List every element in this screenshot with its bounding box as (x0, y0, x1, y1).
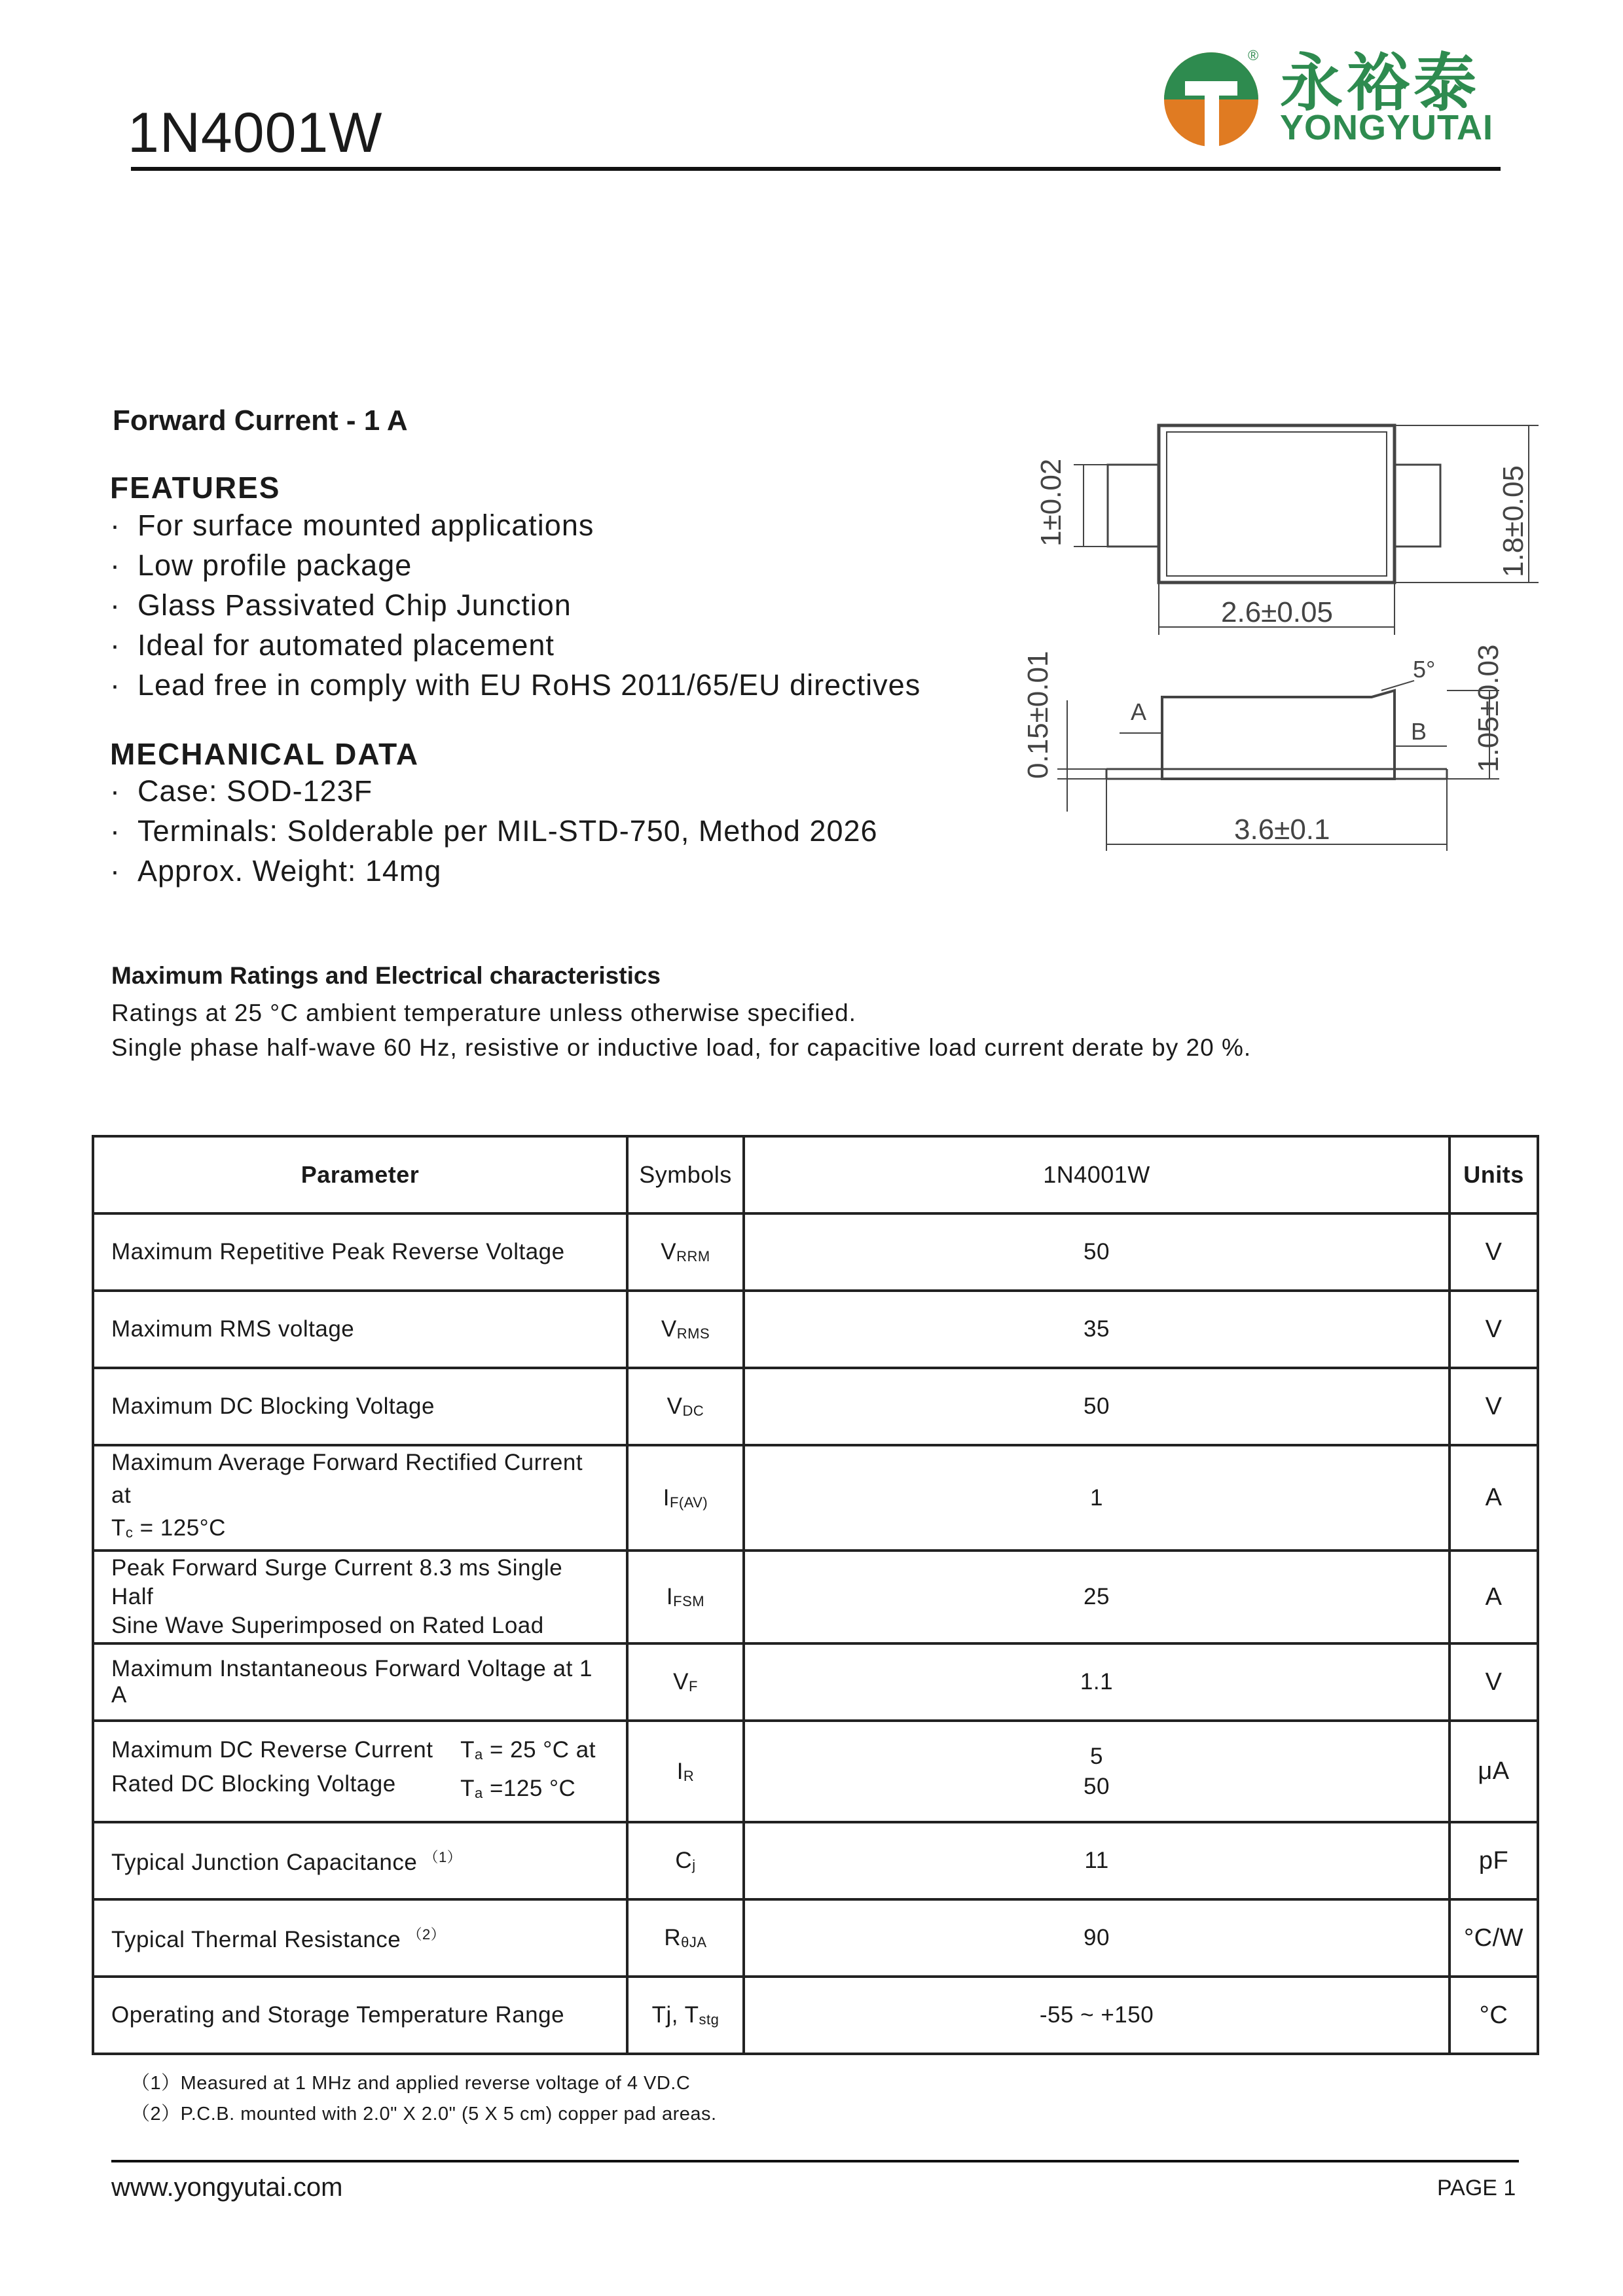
dim-lead-height: 1±0.02 (1035, 458, 1067, 547)
symbol-cell: $C_j$ (627, 1822, 744, 1899)
param-cell: Maximum Average Forward Rectified Current at $T_c = 125^\circ C$ (93, 1445, 627, 1551)
list-item: · Lead free in comply with EU RoHS 2011/65/EU directives (110, 668, 921, 702)
registered-mark: ® (1248, 47, 1259, 63)
table-header-row (93, 1136, 1538, 1213)
table-row (93, 1977, 1538, 2054)
param-cell: Maximum DC Reverse Current Rated DC Blocking Voltage $T_a = 25$ °C at $T_a =125$ °C (93, 1721, 627, 1822)
label-b: B (1411, 718, 1427, 745)
symbol-cell: $R_{\theta JA}$ (627, 1899, 744, 1977)
table-row (93, 1822, 1538, 1899)
dim-body-height: 1.8±0.05 (1497, 465, 1529, 577)
value-cell: 1 (744, 1445, 1450, 1551)
symbol-cell: $V_{RRM}$ (627, 1213, 744, 1291)
ratings-table (92, 1135, 1539, 2055)
page-number: PAGE 1 (1437, 2176, 1516, 2200)
table-row (93, 1899, 1538, 1977)
unit-cell: A (1450, 1551, 1538, 1643)
package-outline-drawing (1002, 393, 1545, 890)
value-cell: 50 (744, 1213, 1450, 1291)
header-units: Units (1450, 1136, 1538, 1213)
list-item: · Case: SOD-123F (110, 774, 373, 808)
page-title: 1N4001W (128, 101, 383, 164)
list-item: · Ideal for automated placement (110, 628, 555, 662)
forward-current-rating: Forward Current - 1 A (113, 404, 408, 437)
header-symbols: Symbols (627, 1136, 744, 1213)
header-divider (131, 167, 1501, 171)
logo-name-en: YONGYUTAI (1280, 108, 1494, 147)
features-list (110, 505, 921, 705)
param-cell: Typical Thermal Resistance $^{(2)}$ (93, 1899, 627, 1977)
value-cell: 1.1 (744, 1643, 1450, 1721)
symbol-cell: $I_R$ (627, 1721, 744, 1822)
value-cell: 11 (744, 1822, 1450, 1899)
symbol-cell: $I_{FSM}$ (627, 1551, 744, 1643)
footer-divider (111, 2160, 1519, 2162)
unit-cell: V (1450, 1213, 1538, 1291)
param-cell: Maximum RMS voltage (93, 1291, 627, 1368)
unit-cell: V (1450, 1291, 1538, 1368)
list-item: · Approx. Weight: 14mg (110, 854, 442, 888)
table-row (93, 1643, 1538, 1721)
value-cell: -55 ~ +150 (744, 1977, 1450, 2054)
param-cell: Maximum DC Blocking Voltage (93, 1368, 627, 1445)
ratings-note: Single phase half-wave 60 Hz, resistive or inductive load, for capacitive load current derate by 20 %. (111, 1034, 1252, 1061)
unit-cell: °C (1450, 1977, 1538, 2054)
value-cell: 35 (744, 1291, 1450, 1368)
list-item: · Glass Passivated Chip Junction (110, 588, 572, 622)
label-a: A (1131, 698, 1147, 725)
param-cell: Maximum Repetitive Peak Reverse Voltage (93, 1213, 627, 1291)
symbol-cell: $V_F$ (627, 1643, 744, 1721)
table-row (93, 1445, 1538, 1551)
unit-cell: μA (1450, 1721, 1538, 1822)
table-row (93, 1291, 1538, 1368)
param-cell: Typical Junction Capacitance $^{(1)}$ (93, 1822, 627, 1899)
symbol-cell: $I_{F(AV)}$ (627, 1445, 744, 1551)
list-item: · Low profile package (110, 548, 412, 582)
dim-body-width: 2.6±0.05 (1221, 596, 1333, 628)
logo-name-cn: 永裕泰 (1280, 48, 1480, 118)
table-row (93, 1368, 1538, 1445)
ratings-heading: Maximum Ratings and Electrical characteristics (111, 962, 661, 989)
value-cell: 25 (744, 1551, 1450, 1643)
mechanical-data-list (110, 771, 878, 891)
table-row (93, 1551, 1538, 1643)
dim-lead-thickness: 0.15±0.01 (1022, 651, 1054, 779)
header-part: 1N4001W (744, 1136, 1450, 1213)
table-row (93, 1213, 1538, 1291)
param-cell: Operating and Storage Temperature Range (93, 1977, 627, 2054)
dim-total-length: 3.6±0.1 (1234, 814, 1330, 846)
list-item: · Terminals: Solderable per MIL-STD-750, Method 2026 (110, 814, 878, 848)
value-cell: 90 (744, 1899, 1450, 1977)
unit-cell: °C/W (1450, 1899, 1538, 1977)
header-parameter: Parameter (93, 1136, 627, 1213)
symbol-cell: $V_{DC}$ (627, 1368, 744, 1445)
list-item: · For surface mounted applications (110, 509, 594, 542)
symbol-cell: Tj, $T_{stg}$ (627, 1977, 744, 2054)
footnote: （2）P.C.B. mounted with 2.0" X 2.0" (5 X 5 cm) copper pad areas. (131, 2104, 717, 2125)
param-cell: Maximum Instantaneous Forward Voltage at 1 A (93, 1643, 627, 1721)
mechanical-data-heading: MECHANICAL DATA (110, 737, 420, 771)
unit-cell: V (1450, 1368, 1538, 1445)
footer-website-link[interactable]: www.yongyutai.com (111, 2173, 343, 2202)
angle-label: 5° (1413, 656, 1436, 683)
table-row (93, 1721, 1538, 1822)
unit-cell: A (1450, 1445, 1538, 1551)
param-cell: Peak Forward Surge Current 8.3 ms Single Half Sine Wave Superimposed on Rated Load (93, 1551, 627, 1643)
footnote: （1）Measured at 1 MHz and applied reverse voltage of 4 VD.C (131, 2073, 691, 2094)
unit-cell: V (1450, 1643, 1538, 1721)
ratings-note: Ratings at 25 °C ambient temperature unless otherwise specified. (111, 999, 856, 1026)
symbol-cell: $V_{RMS}$ (627, 1291, 744, 1368)
features-heading: FEATURES (110, 471, 281, 505)
dim-package-height: 1.05±0.03 (1472, 644, 1504, 772)
unit-cell: pF (1450, 1822, 1538, 1899)
value-cell: 5 50 (744, 1721, 1450, 1822)
value-cell: 50 (744, 1368, 1450, 1445)
